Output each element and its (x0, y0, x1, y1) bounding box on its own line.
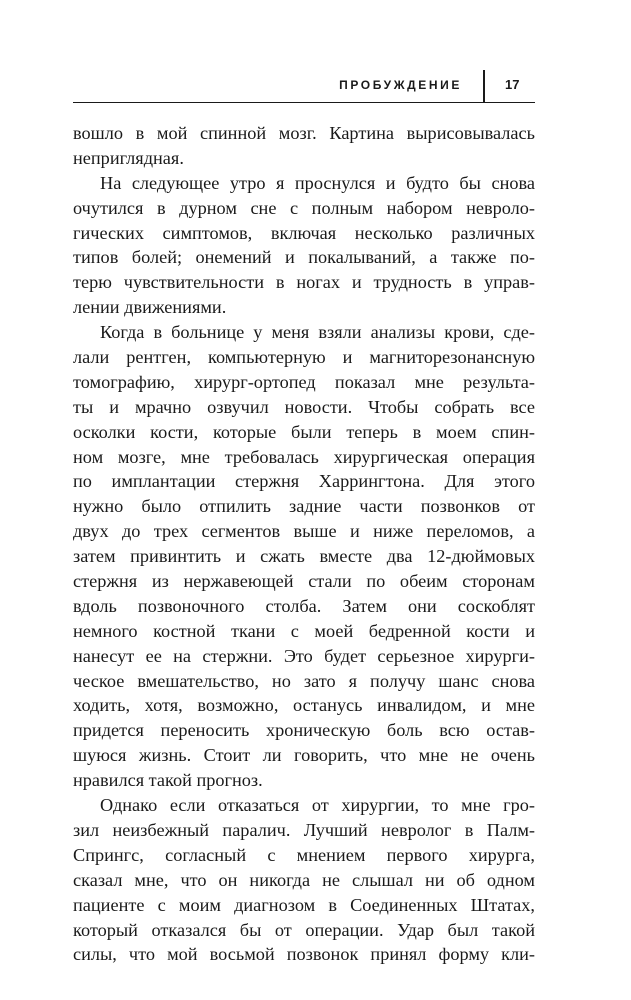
text-line: затем привинтить и сжать вместе два 12-дюймовых (73, 546, 535, 567)
text-line: шуюся жизнь. Стоит ли говорить, что мне не очень (73, 745, 535, 766)
text-line: лали рентген, компьютерную и магниторезонансную (73, 347, 535, 368)
text-line: зил неизбежный паралич. Лучший невролог в Палм- (73, 819, 535, 840)
text-line: ческое вмешательство, но зато я получу шанс снова (73, 670, 535, 691)
text-line: Спрингс, согласный с мнением первого хирурга, (73, 844, 535, 865)
text-line: стержня из нержавеющей стали по обеим сторонам (73, 571, 535, 592)
text-line: вошло в мой спинной мозг. Картина вырисовывалась (73, 123, 535, 143)
text-line: вдоль позвоночного столба. Затем они соскоблят (73, 595, 535, 616)
page-number: 17 (505, 77, 520, 92)
text-line: ходить, хотя, возможно, останусь инвалидом, и мне (73, 695, 535, 716)
text-line: нравился такой прогноз. (73, 770, 263, 791)
text-line: Когда в больнице у меня взяли анализы крови, сде- (100, 322, 535, 343)
text-line: очутился в дурном сне с полным набором невроло- (73, 197, 535, 218)
text-line: томографию, хирург-ортопед показал мне результа- (73, 371, 535, 392)
text-line: силы, что мой восьмой позвонок принял форму кли- (73, 944, 535, 965)
text-line: ты и мрачно озвучил новости. Чтобы собрать все (73, 396, 535, 417)
text-line: придется переносить хроническую боль всю остав- (73, 720, 535, 741)
text-line: гических симптомов, включая несколько различных (73, 222, 535, 243)
text-line: по имплантации стержня Харрингтона. Для этого (73, 471, 535, 492)
text-line: терю чувствительности в ногах и трудность в управ- (73, 272, 535, 293)
text-line: Однако если отказаться от хирургии, то мне гро- (100, 795, 535, 816)
text-line: который отказался бы от операции. Удар был такой (73, 919, 535, 940)
text-line: пациенте с моим диагнозом в Соединенных Штатах, (73, 894, 535, 915)
header-divider (483, 70, 485, 102)
text-line: неприглядная. (73, 147, 184, 168)
text-line: ном мозге, мне требовалась хирургическая операция (73, 446, 535, 467)
running-header (73, 70, 535, 103)
text-line: нужно было отпилить задние части позвонков от (73, 496, 535, 517)
text-line: На следующее утро я проснулся и будто бы снова (100, 172, 535, 193)
running-title: ПРОБУЖДЕНИЕ (339, 78, 462, 92)
text-line: типов болей; онемений и покалываний, а также по- (73, 247, 535, 268)
text-line: нанесут ее на стержни. Это будет серьезное хирурги- (73, 645, 535, 666)
text-line: лении движениями. (73, 297, 227, 318)
body-text (73, 121, 535, 967)
text-line: двух до трех сегментов выше и ниже переломов, а (73, 521, 535, 542)
text-line: сказал мне, что он никогда не слышал ни об одном (73, 869, 535, 890)
text-line: осколки кости, которые были теперь в моем спин- (73, 421, 535, 442)
text-line: немного костной ткани с моей бедренной кости и (73, 620, 535, 641)
